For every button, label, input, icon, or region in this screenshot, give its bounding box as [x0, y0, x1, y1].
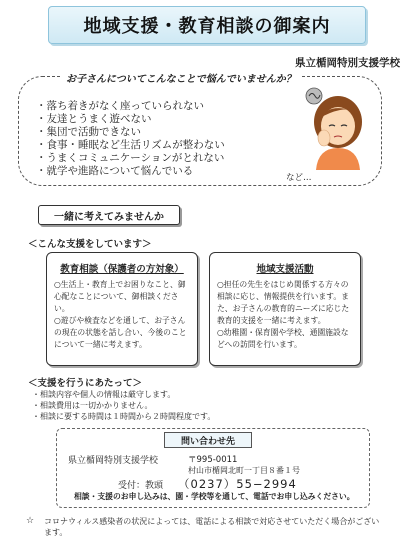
contact-address: 村山市楯岡北町一丁目８番１号: [188, 466, 300, 475]
note-item: ・相談に要する時間は１時間から２時間程度です。: [32, 412, 216, 421]
panel-paragraph: ○生活上・教育上でお困りなこと、御心配なことについて、御相談ください。: [54, 280, 186, 313]
panel-paragraph: ○担任の先生をはじめ関係する方々の相談に応じ、情報提供を行います。また、お子さんの教育的ニーズに応じた教育的支援を一緒に考えます。: [217, 280, 350, 325]
star-icon: ☆: [26, 516, 35, 526]
consider-heading: 一緒に考えてみませんか: [38, 205, 180, 225]
school-name: 県立楯岡特別支援学校: [295, 57, 400, 69]
worried-woman-illustration: [300, 86, 370, 170]
worry-item: ・就学や進路について悩んでいる: [36, 165, 194, 177]
contact-phone[interactable]: （0237）55−2994: [178, 477, 297, 491]
worry-item: ・友達とうまく遊べない: [36, 113, 152, 125]
worries-etc: など…: [286, 173, 312, 183]
panel-title: 地域支援活動: [256, 264, 314, 275]
support-intro-heading: ＜こんな支援をしています＞: [28, 239, 152, 250]
contact-postal-code: 〒995-0011: [188, 455, 238, 465]
panel-body: [54, 279, 192, 351]
panel-paragraph: ○幼稚園・保育園や学校、通園施設などへの訪問を行います。: [217, 328, 349, 349]
notes-heading: ＜支援を行うにあたって＞: [28, 378, 143, 389]
contact-note: 相談・支援のお申し込みは、園・学校等を通して、電話でお申し込みください。: [74, 492, 355, 501]
worries-question: お子さんについてこんなことで悩んでいませんか？: [60, 70, 302, 85]
local-support-panel: [209, 252, 361, 366]
worries-list: [36, 100, 225, 178]
education-consultation-panel: [46, 252, 198, 366]
note-item: ・相談内容や個人の情報は厳守します。: [32, 390, 176, 399]
contact-school: 県立楯岡特別支援学校: [68, 456, 159, 466]
contact-title: 問い合わせ先: [164, 432, 252, 448]
page-title: 地域支援・教育相談の御案内: [83, 16, 331, 37]
worry-item: ・食事・睡眠など生活リズムが整わない: [36, 139, 225, 151]
worry-item: ・落ち着きがなく座っていられない: [36, 100, 204, 112]
footnote-text: コロナウィルス感染者の状況によっては、電話による相談で対応させていただく場合がございます。: [44, 517, 380, 537]
contact-reception: 受付：教頭: [118, 481, 164, 491]
worry-item: ・うまくコミュニケーションがとれない: [36, 152, 225, 164]
notes-list: [32, 389, 215, 422]
panel-body: [217, 279, 355, 351]
worry-item: ・集団で活動できない: [36, 126, 141, 138]
panel-title: 教育相談（保護者の方対象）: [60, 264, 184, 275]
title-banner: [48, 6, 366, 44]
panel-paragraph: ○遊びや検査などを通して、お子さんの現在の状態を話し合い、今後のことについて一緒に考えます。: [54, 316, 187, 349]
note-item: ・相談費用は一切かかりません。: [32, 401, 153, 410]
